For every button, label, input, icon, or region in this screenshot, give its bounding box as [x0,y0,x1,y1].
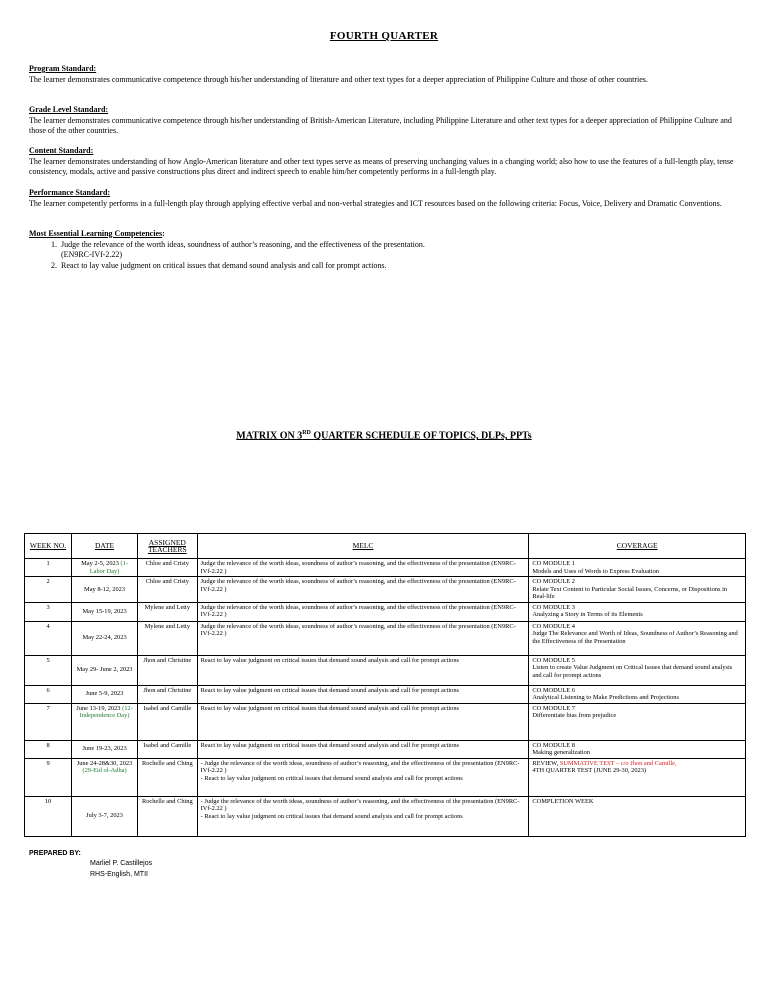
melc-cell [197,577,529,603]
melc-item [59,240,745,261]
teachers-cell: Chloe and Cristy [138,559,198,577]
melc-item-text: Judge the relevance of the worth ideas, soundness of author’s reasoning, and the effectiveness of the presentation. [61,239,425,249]
header-melc: MELC [197,534,529,559]
melc-cell-line: - Judge the relevance of the worth ideas, soundness of author’s reasoning, and the effectiveness of the presentation (EN9RC-IVf-2.22 ) [200,797,520,812]
program-standard [29,64,745,85]
matrix-title-prefix: MATRIX ON 3 [236,430,303,442]
melc-cell-line: - React to lay value judgment on critical issues that demand sound analysis and call for prompt actions [200,812,463,820]
teachers-cell: Jhon and Christine [138,655,198,685]
coverage-title: CO MODULE 7 [532,704,575,712]
melc-cell [197,602,529,621]
coverage-body: Judge The Relevance and Worth of Ideas, Soundness of Author’s Reasoning and the Effectiveness of the Presentation [532,630,738,645]
holiday-note: (1-Labor Day) [89,560,128,575]
melc-cell-line: Judge the relevance of the worth ideas, soundness of author’s reasoning, and the effectiveness of the presentation (EN9RC-IVf-2.22 ) [200,578,516,593]
coverage-body: 4TH QUARTER TEST (JUNE 29-30, 2023) [532,767,647,774]
date-cell [72,740,138,758]
melc-cell-line: React to lay value judgment on critical issues that demand sound analysis and call for prompt actions [200,741,460,749]
week-cell: 8 [25,740,72,758]
summative-test-note: SUMMATIVE TEST – c/o Jhon and Camille, [559,759,677,767]
melc-item [59,261,745,272]
date-cell [72,703,138,740]
melc-cell-line: - Judge the relevance of the worth ideas, soundness of author’s reasoning, and the effectiveness of the presentation (EN9RC-IVf-2.22 ) [200,759,520,774]
melc-cell [197,740,529,758]
coverage-cell [529,621,746,655]
teachers-cell: Mylene and Letty [138,602,198,621]
melc-cell [197,796,529,836]
header-date: DATE [72,534,138,559]
preparer-name: Marliel P. Castillejos [90,860,153,867]
date-text: June 13-19, 2023 [76,704,121,712]
date-cell [72,559,138,577]
teachers-cell: Jhon and Christine [138,685,198,703]
melc-heading: Most Essential Learning Competencies [29,229,163,238]
date-text: June 19-23, 2023 [82,745,127,753]
page-title: FOURTH QUARTER [329,30,439,42]
matrix-title-suffix: QUARTER SCHEDULE OF TOPICS, DLPs, PPTs [310,430,532,442]
week-cell: 2 [25,577,72,603]
coverage-cell [529,796,746,836]
week-cell: 5 [25,655,72,685]
date-text: May 15-19, 2023 [82,607,127,615]
grade-level-standard-heading: Grade Level Standard: [29,105,109,114]
header-week: WEEK NO. [25,534,72,559]
grade-level-standard [29,105,745,137]
coverage-cell [529,577,746,603]
coverage-body: Differentiate bias from prejudice [532,712,617,719]
date-text: July 3-7, 2023 [86,812,123,820]
teachers-cell: Rochelle and Ching [138,796,198,836]
week-cell: 3 [25,602,72,621]
coverage-cell [529,685,746,703]
grade-level-standard-text: The learner demonstrates communicative competence through his/her understanding of British-American Literature, including Philippine Literature and other text types for a deeper appreciation of Philippine Culture and those of the other countries. [29,115,732,135]
melc-item-code: (EN9RC-IVf-2.22) [61,250,123,259]
coverage-cell [529,740,746,758]
week-cell: 9 [25,758,72,796]
coverage-title: CO MODULE 2 [532,578,575,585]
date-cell [72,621,138,655]
date-text: May 2-5, 2023 [81,560,119,567]
date-text: May 22-24, 2023 [82,634,127,642]
week-cell: 10 [25,796,72,836]
coverage-title: CO MODULE 8 [532,741,575,749]
matrix-title-sup: RD [302,430,311,436]
performance-standard-heading: Performance Standard: [29,188,111,197]
table-row [25,703,746,740]
table-row [25,796,746,836]
holiday-note: (12- Independence Day) [79,704,133,719]
table-row [25,685,746,703]
coverage-title: CO MODULE 3 [532,603,575,611]
teachers-cell: Chloe and Cristy [138,577,198,603]
melc-cell [197,559,529,577]
performance-standard [29,188,745,209]
melc-cell-line: React to lay value judgment on critical issues that demand sound analysis and call for prompt actions [200,686,460,694]
melc-section: Most Essential Learning Competencies: 1. Judge the relevance of the worth ideas, soundness of author’s reasoning, and the effectiveness of the presentation. (EN9RC-IVf-2.22) 2. React to lay value judgment on critical issues that demand sound analysis and call for prompt actions. [29,229,745,271]
coverage-cell [529,758,746,796]
coverage-body: Analyzing a Story in Terms of its Elements [532,611,643,618]
date-cell [72,685,138,703]
melc-item-text: React to lay value judgment on critical issues that demand sound analysis and call for prompt actions. [61,260,387,270]
melc-cell-line: Judge the relevance of the worth ideas, soundness of author’s reasoning, and the effectiveness of the presentation (EN9RC-IVf-2.22 ) [200,603,516,618]
table-row [25,602,746,621]
coverage-body: Making generalization [532,749,591,756]
date-cell [72,796,138,836]
coverage-title: CO MODULE 6 [532,686,575,694]
melc-cell-line: Judge the relevance of the worth ideas, soundness of author’s reasoning, and the effectiveness of the presentation (EN9RC-IVf-2.22 ) [200,560,516,575]
week-cell: 6 [25,685,72,703]
coverage-cell [529,602,746,621]
program-standard-text: The learner demonstrates communicative competence through his/her understanding of literature and other text types for a deeper appreciation of Philippine Culture and those of other countries. [29,74,648,84]
matrix-title [0,430,768,441]
teachers-cell: Isabel and Camille [138,703,198,740]
date-text: May 8-12, 2023 [84,585,126,593]
coverage-title: COMPLETION WEEK [532,797,594,805]
preparer-position: RHS-English, MTII [90,871,148,878]
header-coverage: COVERAGE [529,534,746,559]
melc-cell-line: React to lay value judgment on critical issues that demand sound analysis and call for prompt actions [200,656,460,664]
coverage-body: Listen to create Value Judgment on Critical Issues that demand sound analysis and call for prompt actions [532,664,733,679]
table-row [25,621,746,655]
table-body [25,559,746,837]
melc-cell [197,655,529,685]
performance-standard-text: The learner competently performs in a full-length play through applying effective verbal and non-verbal strategies and ICT resources based on the following criteria: Focus, Voice, Delivery and Dramatic Conventions. [29,198,722,208]
table-row [25,559,746,577]
melc-cell [197,685,529,703]
week-cell: 1 [25,559,72,577]
content-standard-heading: Content Standard: [29,146,94,155]
date-text: June 24-28&30, 2023 [76,759,133,767]
date-text: June 5-9, 2023 [85,690,124,698]
coverage-title: CO MODULE 4 [532,622,575,630]
content-standard [29,146,745,178]
coverage-body: Relate Text Content to Particular Social Issues, Concerns, or Dispositions in Real-life [532,585,728,600]
teachers-cell: Isabel and Camille [138,740,198,758]
coverage-cell [529,655,746,685]
schedule-table [24,533,746,837]
date-cell [72,655,138,685]
melc-cell [197,758,529,796]
prepared-by-label: PREPARED BY: [29,850,81,857]
melc-cell-line: - React to lay value judgment on critical issues that demand sound analysis and call for prompt actions [200,774,463,782]
week-cell: 7 [25,703,72,740]
header-teachers: ASSIGNED TEACHERS [138,534,198,559]
week-cell: 4 [25,621,72,655]
program-standard-heading: Program Standard: [29,64,97,73]
melc-cell-line: Judge the relevance of the worth ideas, soundness of author’s reasoning, and the effectiveness of the presentation (EN9RC-IVf-2.22 ) [200,622,516,637]
content-standard-text: The learner demonstrates understanding of how Anglo-American literature and other text types serve as means of preserving unchanging values in a changing world; also how to use the features of a full-length play, tense consistency, modals, active and passive constructions plus direct and indirect speech to enable him/her competently performs in a full-length play. [29,156,734,176]
teachers-cell: Mylene and Letty [138,621,198,655]
coverage-body: Models and Uses of Words to Express Evaluation [532,567,659,575]
date-cell [72,758,138,796]
table-row [25,577,746,603]
table-header-row [25,534,746,559]
date-cell [72,602,138,621]
table-row [25,655,746,685]
coverage-cell [529,703,746,740]
date-cell [72,577,138,603]
melc-cell [197,621,529,655]
coverage-title: REVIEW, [532,759,560,767]
coverage-cell [529,559,746,577]
melc-list [29,240,745,272]
date-text: May 29- June 2, 2023 [76,666,133,674]
teachers-cell: Rochelle and Ching [138,758,198,796]
holiday-note: (29-Eid ol-Adha) [82,767,127,774]
melc-cell-line: React to lay value judgment on critical issues that demand sound analysis and call for prompt actions [200,704,460,712]
table-row [25,740,746,758]
coverage-title: CO MODULE 5 [532,656,575,664]
melc-cell [197,703,529,740]
table-row [25,758,746,796]
coverage-body: Analytical Listening to Make Predictions and Projections [532,694,679,701]
coverage-title: CO MODULE 1 [532,560,575,567]
